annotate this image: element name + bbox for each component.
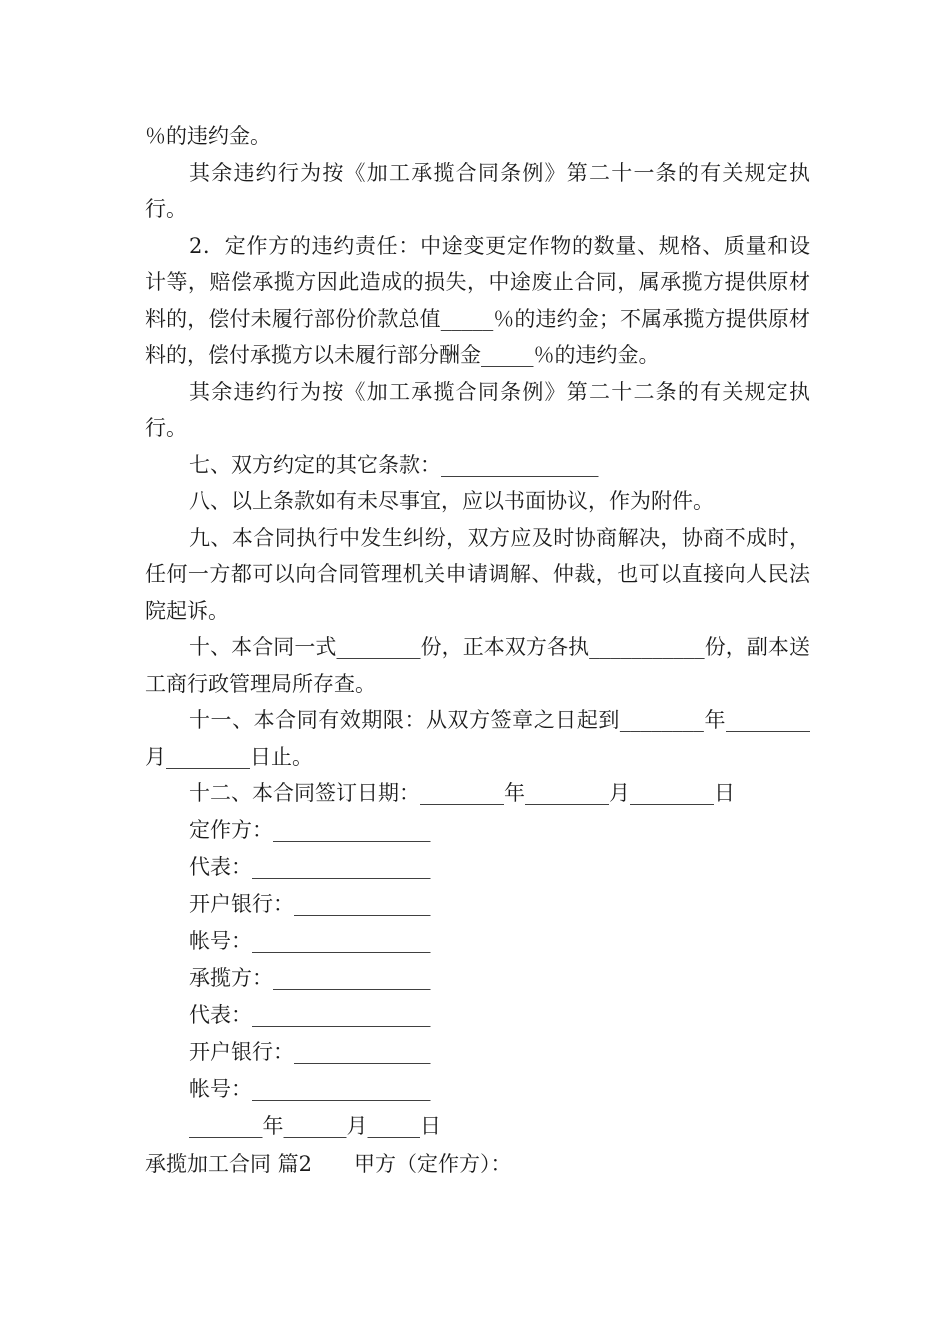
- signature-orderer-representative: 代表：_________________: [189, 854, 431, 879]
- clause-seven: 七、双方约定的其它条款：_______________: [189, 452, 599, 477]
- paragraph-other-breach-22: 其余违约行为按《加工承揽合同条例》第二十二条的有关规定执行。: [145, 379, 810, 440]
- paragraph-other-breach-21: 其余违约行为按《加工承揽合同条例》第二十一条的有关规定执行。: [145, 160, 810, 221]
- next-contract-heading: 承揽加工合同 篇2 甲方（定作方）：: [145, 1151, 512, 1176]
- clause-eight: 八、以上条款如有未尽事宜，应以书面协议，作为附件。: [189, 489, 714, 513]
- clause-nine: 九、本合同执行中发生纠纷，双方应及时协商解决，协商不成时，任何一方都可以向合同管理机关申请调解、仲裁，也可以直接向人民法院起诉。: [145, 525, 810, 623]
- signature-block: [145, 812, 810, 1145]
- signature-orderer-bank: 开户银行：_____________: [189, 891, 431, 916]
- signature-orderer-account: 帐号：_________________: [189, 928, 431, 953]
- clause-twelve: 十二、本合同签订日期：________年________月________日: [189, 781, 735, 805]
- paragraph-orderer-liability: 2．定作方的违约责任：中途变更定作物的数量、规格、质量和设计等，赔偿承揽方因此造成的损失，中途废止合同，属承揽方提供原材料的，偿付未履行部份价款总值_____％的违约金；不属承揽方提供原材料的，偿付承揽方以未履行部分酬金_____％的违约金。: [145, 233, 810, 367]
- signature-contractor-account: 帐号：_________________: [189, 1076, 431, 1101]
- signature-contractor-representative: 代表：_________________: [189, 1002, 431, 1027]
- signature-date: _______年______月_____日: [189, 1113, 441, 1138]
- clause-eleven: 十一、本合同有效期限：从双方签章之日起到________年________月________日止。: [145, 708, 810, 769]
- signature-contractor: 承揽方：_______________: [189, 965, 431, 990]
- paragraph-penalty-rate-end: ％的违约金。: [145, 124, 271, 148]
- document-body: [145, 118, 810, 1183]
- clause-ten: 十、本合同一式________份，正本双方各执___________份，副本送工商行政管理局所存查。: [145, 635, 810, 696]
- signature-orderer: 定作方：_______________: [189, 817, 431, 842]
- signature-contractor-bank: 开户银行：_____________: [189, 1039, 431, 1064]
